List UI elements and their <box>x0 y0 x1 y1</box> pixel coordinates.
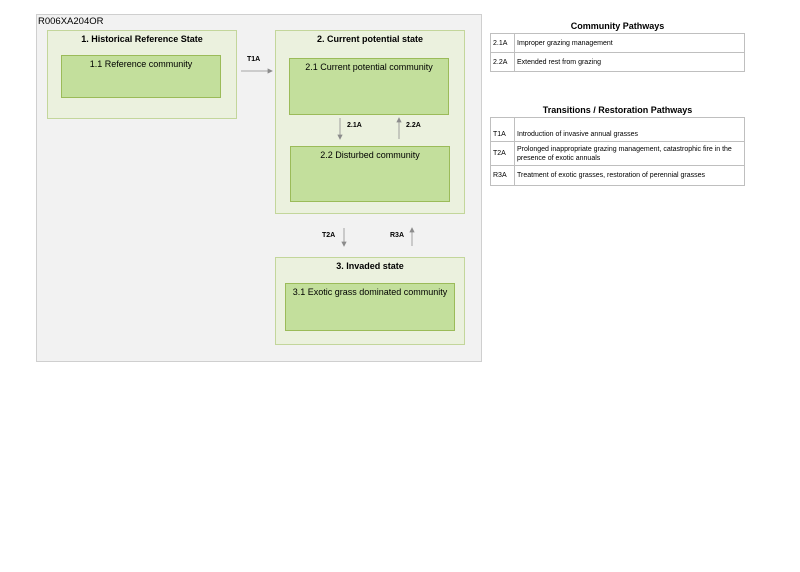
transition-description: Treatment of exotic grasses, restoration of perennial grasses <box>515 166 745 186</box>
transition-description: Prolonged inappropriate grazing management, catastrophic fire in the presence of exotic annuals <box>515 142 745 166</box>
label-t1a: T1A <box>247 56 261 63</box>
transition-description: Introduction of invasive annual grasses <box>515 118 745 142</box>
arrowhead-2-2a <box>397 118 401 122</box>
label-r3a: R3A <box>390 232 405 239</box>
state-title: 2. Current potential state <box>316 34 424 44</box>
transition-code: T1A <box>491 118 515 142</box>
state-title: 3. Invaded state <box>336 261 404 271</box>
state-title: 1. Historical Reference State <box>81 34 203 44</box>
pathway-code: 2.2A <box>491 53 515 72</box>
diagram-id: R006XA204OR <box>38 16 104 27</box>
pathway-code: 2.1A <box>491 34 515 53</box>
community-pathways-table <box>490 33 745 72</box>
transition-code: R3A <box>491 166 515 186</box>
table-row <box>491 118 745 142</box>
arrowhead-2-1a <box>338 135 342 139</box>
pathway-description: Extended rest from grazing <box>515 53 745 72</box>
arrowhead-t2a <box>342 242 346 246</box>
table-row <box>491 166 745 186</box>
table-row <box>491 142 745 166</box>
label-2-1a: 2.1A <box>347 122 362 129</box>
table-row <box>491 34 745 53</box>
community-2-1: 2.1 Current potential community <box>289 58 449 115</box>
arrowhead-r3a <box>410 228 414 232</box>
label-2-2a: 2.2A <box>406 122 421 129</box>
community-3-1: 3.1 Exotic grass dominated community <box>285 283 455 331</box>
community-2-2: 2.2 Disturbed community <box>290 146 450 202</box>
table-row <box>491 53 745 72</box>
arrowhead-t1a <box>268 69 272 73</box>
label-t2a: T2A <box>322 232 336 239</box>
transitions-table <box>490 117 745 186</box>
community-1-1: 1.1 Reference community <box>61 55 221 98</box>
transition-code: T2A <box>491 142 515 166</box>
community-pathways-title: Community Pathways <box>570 21 665 31</box>
pathway-description: Improper grazing management <box>515 34 745 53</box>
transitions-title: Transitions / Restoration Pathways <box>542 105 693 115</box>
